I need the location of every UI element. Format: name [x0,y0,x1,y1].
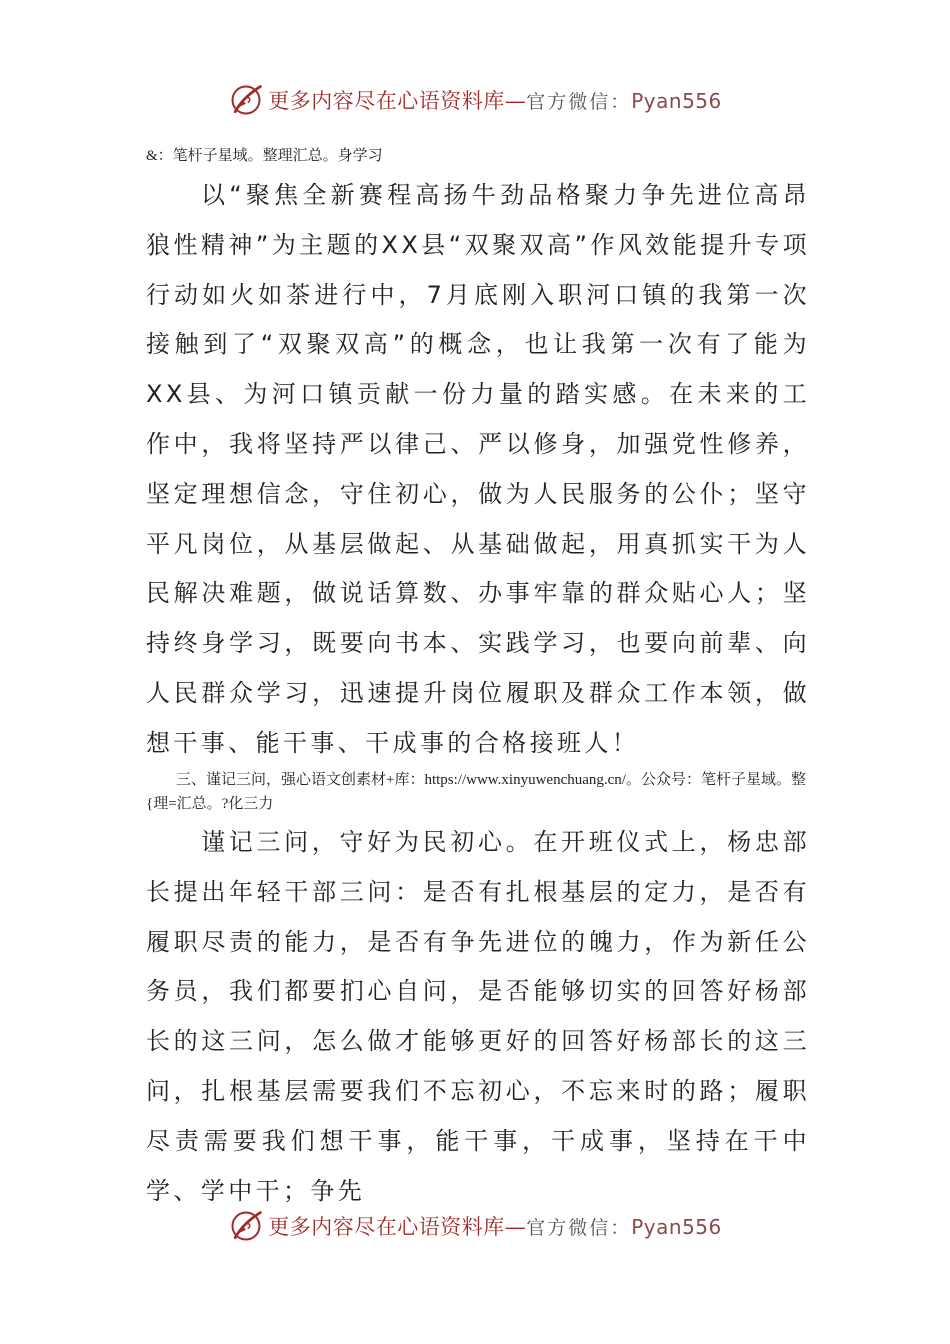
banner-title: 更多内容尽在心语资料库 [268,89,505,113]
banner-wechat-id: Pyan556 [631,1215,722,1239]
pen-logo-icon [228,1208,264,1244]
banner-wechat-label: 官方微信： [526,1217,632,1239]
banner-dash: — [504,89,527,113]
banner-dash: — [504,1215,527,1239]
banner-wechat-label: 官方微信： [526,91,632,113]
paragraph-1: 以“聚焦全新赛程高扬牛劲品格聚力争先进位高昂狼性精神”为主题的XX县“双聚双高”作风效能提升专项行动如火如茶进行中，7月底刚入职河口镇的我第一次接触到了“双聚双高”的概念，也让我第一次有了能为XX县、为河口镇贡献一份力量的踏实感。在未来的工作中，我将坚持严以律己、严以修身，加强党性修养，坚定理想信念，守住初心，做为人民服务的公仆；坚守平凡岗位，从基层做起、从基础做起，用真抓实干为人民解决难题，做说话算数、办事牢靠的群众贴心人；坚持终身学习，既要向书本、实践学习，也要向前辈、向人民群众学习，迅速提升岗位履职及群众工作本领，做想干事、能干事、干成事的合格接班人！ [146,181,810,757]
section-heading: 三、谨记三问，强心语文创素材+库：https://www.xinyuwenchuang.cn/。公众号：笔杆子星域。整{理=汇总。?化三力 [146,772,806,812]
footer-banner [0,1208,950,1244]
document-line: &：笔杆子星域。整理汇总。身学习 [146,148,383,164]
paragraph-2: 谨记三问，守好为民初心。在开班仪式上，杨忠部长提出年轻干部三问：是否有扎根基层的定力，是否有履职尽责的能力，是否有争先进位的魄力，作为新任公务员，我们都要扪心自问，是否能够切实的回答好杨部长的这三问，怎么做才能够更好的回答好杨部长的这三问，扎根基层需要我们不忘初心，不忘来时的路；履职尽责需要我们想干事，能干事，干成事，坚持在干中学、学中干；争先 [146,828,810,1205]
pen-logo-icon [228,82,264,118]
banner-text [268,85,722,115]
banner-wechat-id: Pyan556 [631,89,722,113]
banner-text [268,1211,722,1241]
banner-title: 更多内容尽在心语资料库 [268,1215,505,1239]
header-banner [0,82,950,118]
